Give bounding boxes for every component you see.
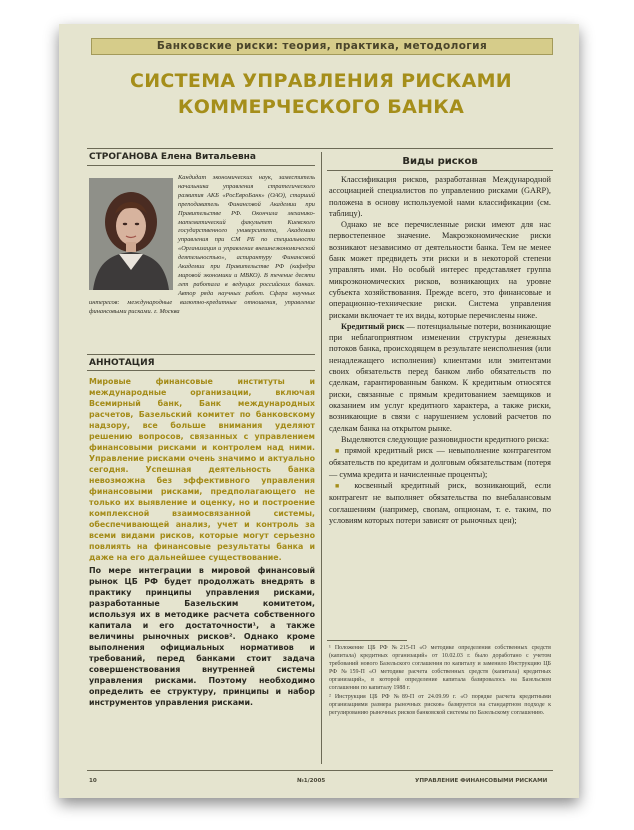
bullet-item-1 [329, 445, 551, 480]
footnote-2: ² Инструкция ЦБ РФ №89-П от 24.09.99 г. «О порядке расчета кредитными организациями размера рыночных рисков» базируется на стандартном подходе к регулированию рыночных рисков банковской системы по Базельскому соглашению. [329, 693, 551, 716]
author-bio-text: Кандидат экономических наук, заместитель начальника управления стратегического развития АКБ «РосЕвроБанк» (ОАО), старший преподаватель Финансовой Академии при Правительстве РФ. Окончила механико-математический факультет Киевского государственного университета, Академию управления при СМ РБ по специальности «Организация и управление внешнеэкономической деятельностью», аспирантуру Финансовой Академии при Правительстве РФ (кафедра мировой экономики и МВКО). В течение десяти лет работала в ведущих российских банках. Автор ряда научных работ. Сфера научных интересов: международные валютно-кредитные отношения, управление финансовыми рисками. г. Москва [89, 174, 315, 315]
bullet-item-1-text: прямой кредитный риск — невыполнение контрагентом обязательств по кредитам и долговым обязательствам (потеря — сумма кредита и начисленные проценты); [329, 446, 552, 479]
annotation-top-divider [87, 354, 315, 355]
title-line-1: СИСТЕМА УПРАВЛЕНИЯ РИСКАМИ [129, 70, 513, 92]
annotation-bottom-divider [87, 370, 315, 371]
bullet-square-icon: ■ [335, 447, 341, 456]
footnote-divider [327, 640, 407, 641]
section-paragraph-1: Классификация рисков, разработанная Международной ассоциацией специалистов по управлению рисками (GARP), положена в основу используемой нами классификации (см. таблицу). [329, 175, 551, 218]
section-body [329, 174, 551, 526]
footer-divider [87, 770, 553, 771]
page-number: 10 [89, 778, 97, 784]
top-divider [87, 148, 553, 149]
section-paragraph-4: Выделяются следующие разновидности кредитного риска: [341, 434, 550, 444]
section-paragraph-3 [329, 321, 551, 434]
journal-page [59, 24, 579, 798]
author-divider [87, 165, 315, 166]
journal-name: УПРАВЛЕНИЕ ФИНАНСОВЫМИ РИСКАМИ [415, 778, 548, 784]
annotation-paragraph-1: Мировые финансовые институты и международные организации, включая Всемирный банк, Банк международных расчетов, Базельский комитет по банковскому надзору, все больше внимания уделяют решению вопросов, связанных с управлением финансовыми рисками и контролем над ними. Управление рисками очень значимо и актуально сегодня. Успешная деятельность банка невозможна без эффективного управления финансовыми рисками, предполагающего не только их выявление и оценку, но и построение комплексной взаимосвязанной системы, обеспечивающей анализ, учет и контроль за всеми видами рисков, которые могут серьезно повлиять на финансовые результаты банка и даже на его дальнейшее существование. [89, 377, 315, 562]
title-line-2: КОММЕРЧЕСКОГО БАНКА [177, 96, 465, 118]
annotation-body [89, 376, 315, 710]
article-title [79, 68, 563, 120]
section-paragraph-2: Однако не все перечисленные риски имеют для нас первостепенное значение. Макроэкономические риски возникают независимо от деятельности банка. Тем не менее банк может предвидеть эти риски и в некоторой степени управлять ими. Но особый интерес представляет группа микроэкономических рисков, возникающих на уровне субъекта хозяйствования. Прежде всего, это финансовые и операционно-технические риски. Система управления рисками включает те их виды, которые перечислены ниже. [329, 220, 551, 320]
section-header-band: Банковские риски: теория, практика, методология [91, 38, 553, 55]
author-bio [89, 174, 315, 317]
footnote-1: ¹ Положение ЦБ РФ №215-П «О методике определения собственных средств (капитала) кредитных организаций» от 10.02.03 г. было доработано с учетом требований нового Базельского соглашения по капиталу и заменило Инструкцию ЦБ РФ №159-П «О методике расчета собственных средств (капитала) кредитных организаций», в которой определение капитала базировалось на Базельском соглашении по капиталу 1988 г. [329, 645, 551, 692]
credit-risk-definition: — потенциальные потери, возникающие при неблагоприятном изменении структуры денежных потоков банка, происходящем в результате неисполнения (или ненадлежащего исполнения) клиентами или эмитентами своих обязательств перед банком либо обязательств по сделкам, гарантированным банком. К кредитным относятся риски, связанные с прямым кредитованием заемщиков и оказанием им услуг кредитного характера, а также риски, возникающие в связи с нарушением условий расчетов по сделкам банка на открытом рынке. [329, 321, 551, 433]
annotation-paragraph-2: По мере интеграции в мировой финансовый рынок ЦБ РФ будет продолжать внедрять в практику принципы управления рисками, разработанные Базельским комитетом, используя их в методике расчета собственного капитала и его достаточности¹, а также величины рыночных рисков². Однако кроме выполнения официальных нормативов и требований, перед банками стоит задача совершенствования внутренней системы управления рисками. Поэтому необходимо определить ее структуру, принципы и набор инструментов управления рисками. [89, 566, 315, 707]
footnotes [329, 644, 551, 717]
section-heading: Виды рисков [402, 156, 478, 167]
issue-number: №1/2005 [297, 778, 326, 784]
annotation-heading: АННОТАЦИЯ [89, 358, 155, 368]
section-heading-divider [327, 170, 553, 171]
bullet-item-2 [329, 480, 551, 526]
column-divider [321, 152, 322, 764]
credit-risk-term: Кредитный риск [341, 321, 405, 331]
bullet-item-2-text: косвенный кредитный риск, возникающий, если контрагент не выполняет обязательства по внебалансовым соглашениям (например, свопам, опционам, т. е. таким, по условиям которых потери зависят от рыночных цен); [329, 481, 552, 525]
author-name: СТРОГАНОВА Елена Витальевна [89, 152, 256, 162]
bullet-square-icon: ■ [335, 482, 346, 491]
